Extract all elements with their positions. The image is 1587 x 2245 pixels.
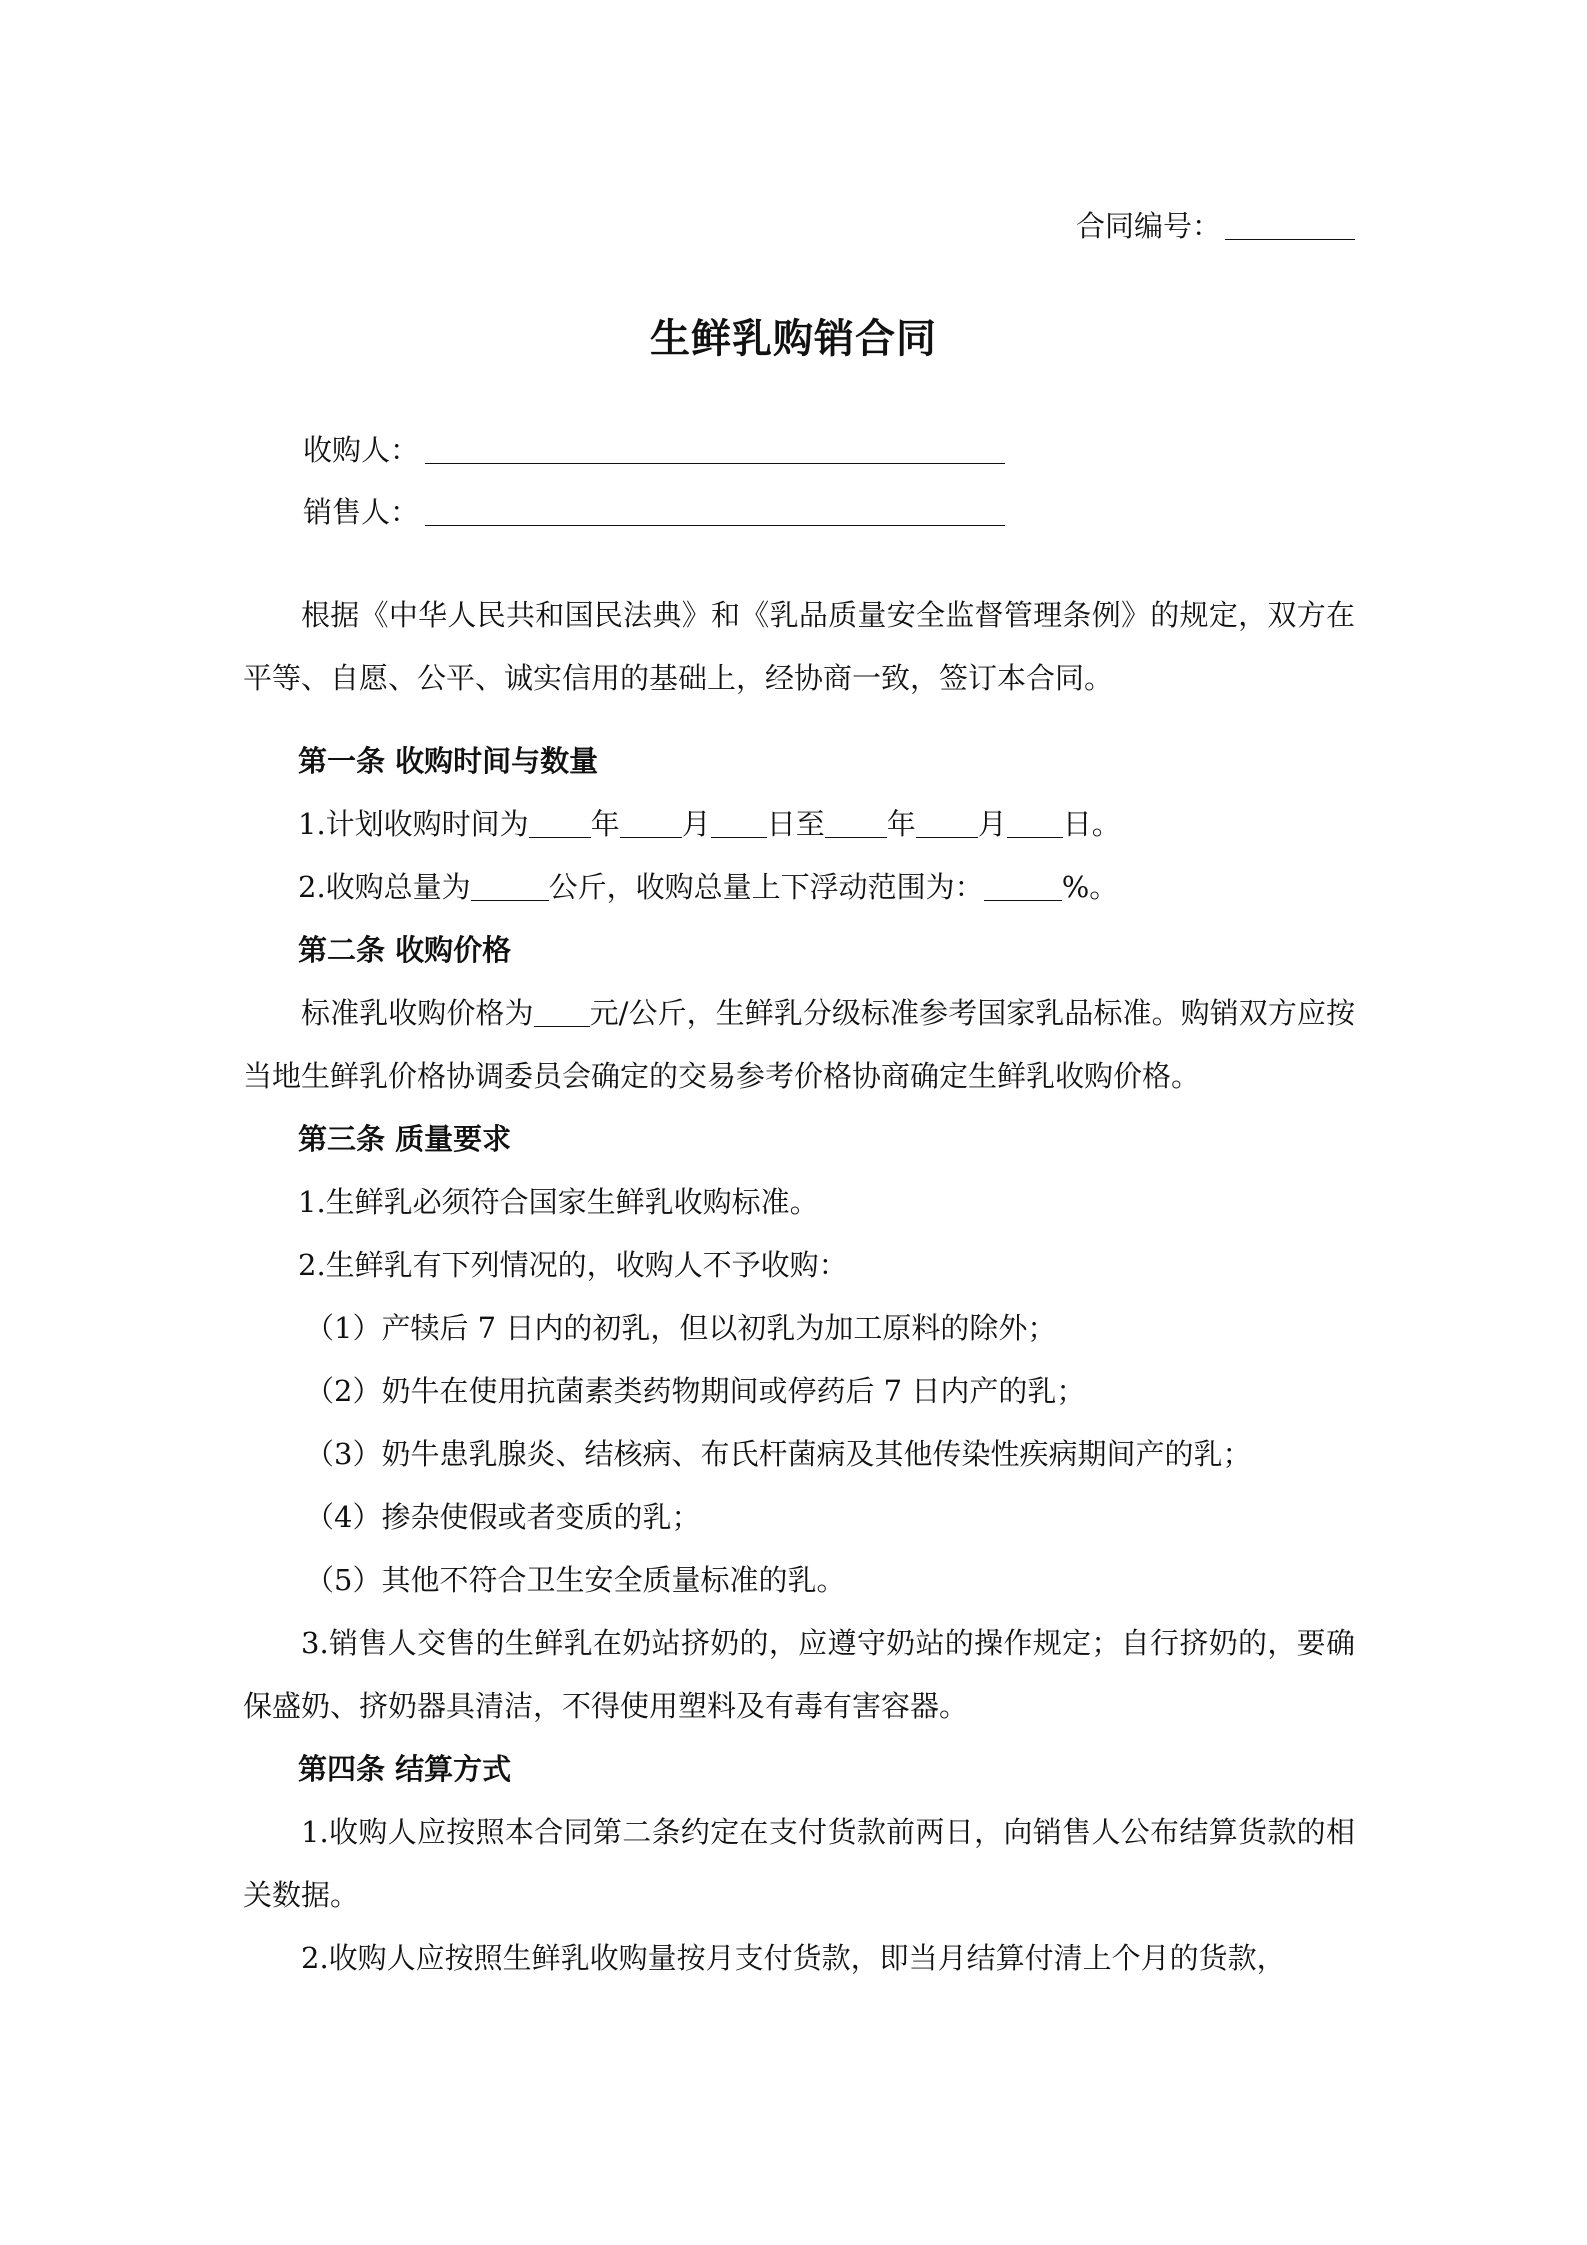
end-day-blank[interactable] <box>1007 807 1063 838</box>
contract-number <box>1076 206 1355 246</box>
article4-heading: 第四条 结算方式 <box>298 1752 512 1786</box>
article3-sub-item-4: （4）掺杂使假或者变质的乳； <box>305 1500 701 1534</box>
contract-number-blank[interactable] <box>1225 209 1355 240</box>
month-label: 月 <box>977 807 1007 841</box>
article1-item1-prefix: 1.计划收购时间为 <box>298 807 529 841</box>
preamble-block <box>243 584 1355 710</box>
month-label: 月 <box>681 807 711 841</box>
day-end-label: 日。 <box>1062 807 1121 841</box>
article2-heading: 第二条 收购价格 <box>298 933 512 967</box>
buyer-blank[interactable] <box>425 433 1005 464</box>
article1-heading: 第一条 收购时间与数量 <box>298 744 599 778</box>
end-month-blank[interactable] <box>916 807 978 838</box>
contract-number-label: 合同编号： <box>1075 209 1221 243</box>
seller-blank[interactable] <box>425 495 1005 526</box>
article3-item3: 3.销售人交售的生鲜乳在奶站挤奶的，应遵守奶站的操作规定；自行挤奶的，要确保盛奶、挤奶器具清洁，不得使用塑料及有毒有害容器。 <box>243 1626 1355 1723</box>
article1-item1 <box>243 793 1355 856</box>
start-month-blank[interactable] <box>620 807 682 838</box>
year-label: 年 <box>886 807 916 841</box>
article3-sub-item-1: （1）产犊后 7 日内的初乳，但以初乳为加工原料的除外； <box>305 1311 1057 1345</box>
buyer-label: 收购人： <box>303 433 420 467</box>
start-year-blank[interactable] <box>529 807 591 838</box>
price-blank[interactable] <box>534 996 590 1027</box>
article1-item2-suffix: %。 <box>1061 870 1119 904</box>
start-day-blank[interactable] <box>711 807 767 838</box>
total-quantity-blank[interactable] <box>471 870 549 901</box>
seller-field <box>303 492 1005 532</box>
end-year-blank[interactable] <box>825 807 887 838</box>
contract-body <box>243 730 1355 1990</box>
article1-item2-prefix: 2.收购总量为 <box>298 870 471 904</box>
article2-text-prefix: 标准乳收购价格为 <box>301 996 534 1030</box>
buyer-field <box>303 430 1005 470</box>
article2-text-suffix: 元/公斤，生鲜乳分级标准参考国家乳品标准。购销双方应按当地生鲜乳价格协调委员会确定的交易参考价格协商确定生鲜乳收购价格。 <box>243 996 1355 1093</box>
article3-sub-item-2: （2）奶牛在使用抗菌素类药物期间或停药后 7 日内产的乳； <box>305 1374 1086 1408</box>
article3-sub-item-3: （3）奶牛患乳腺炎、结核病、布氏杆菌病及其他传染性疾病期间产的乳； <box>305 1437 1252 1471</box>
range-percent-blank[interactable] <box>984 870 1062 901</box>
article4-item2: 2.收购人应按照生鲜乳收购量按月支付货款，即当月结算付清上个月的货款， <box>301 1941 1286 1975</box>
article3-sub-item-5: （5）其他不符合卫生安全质量标准的乳。 <box>305 1563 846 1597</box>
document-title: 生鲜乳购销合同 <box>650 315 937 362</box>
article1-item2-middle: 公斤，收购总量上下浮动范围为： <box>548 870 984 904</box>
day-to-label: 日至 <box>766 807 825 841</box>
seller-label: 销售人： <box>303 495 420 529</box>
article3-item2: 2.生鲜乳有下列情况的，收购人不予收购： <box>298 1248 848 1282</box>
preamble: 根据《中华人民共和国民法典》和《乳品质量安全监督管理条例》的规定，双方在平等、自愿、公平、诚实信用的基础上，经协商一致，签订本合同。 <box>243 598 1355 695</box>
year-label: 年 <box>590 807 620 841</box>
article3-item1: 1.生鲜乳必须符合国家生鲜乳收购标准。 <box>298 1185 819 1219</box>
article1-item2 <box>243 856 1355 919</box>
article3-heading: 第三条 质量要求 <box>298 1122 512 1156</box>
article4-item1: 1.收购人应按照本合同第二条约定在支付货款前两日，向销售人公布结算货款的相关数据。 <box>243 1815 1355 1912</box>
article2-text <box>243 982 1355 1108</box>
